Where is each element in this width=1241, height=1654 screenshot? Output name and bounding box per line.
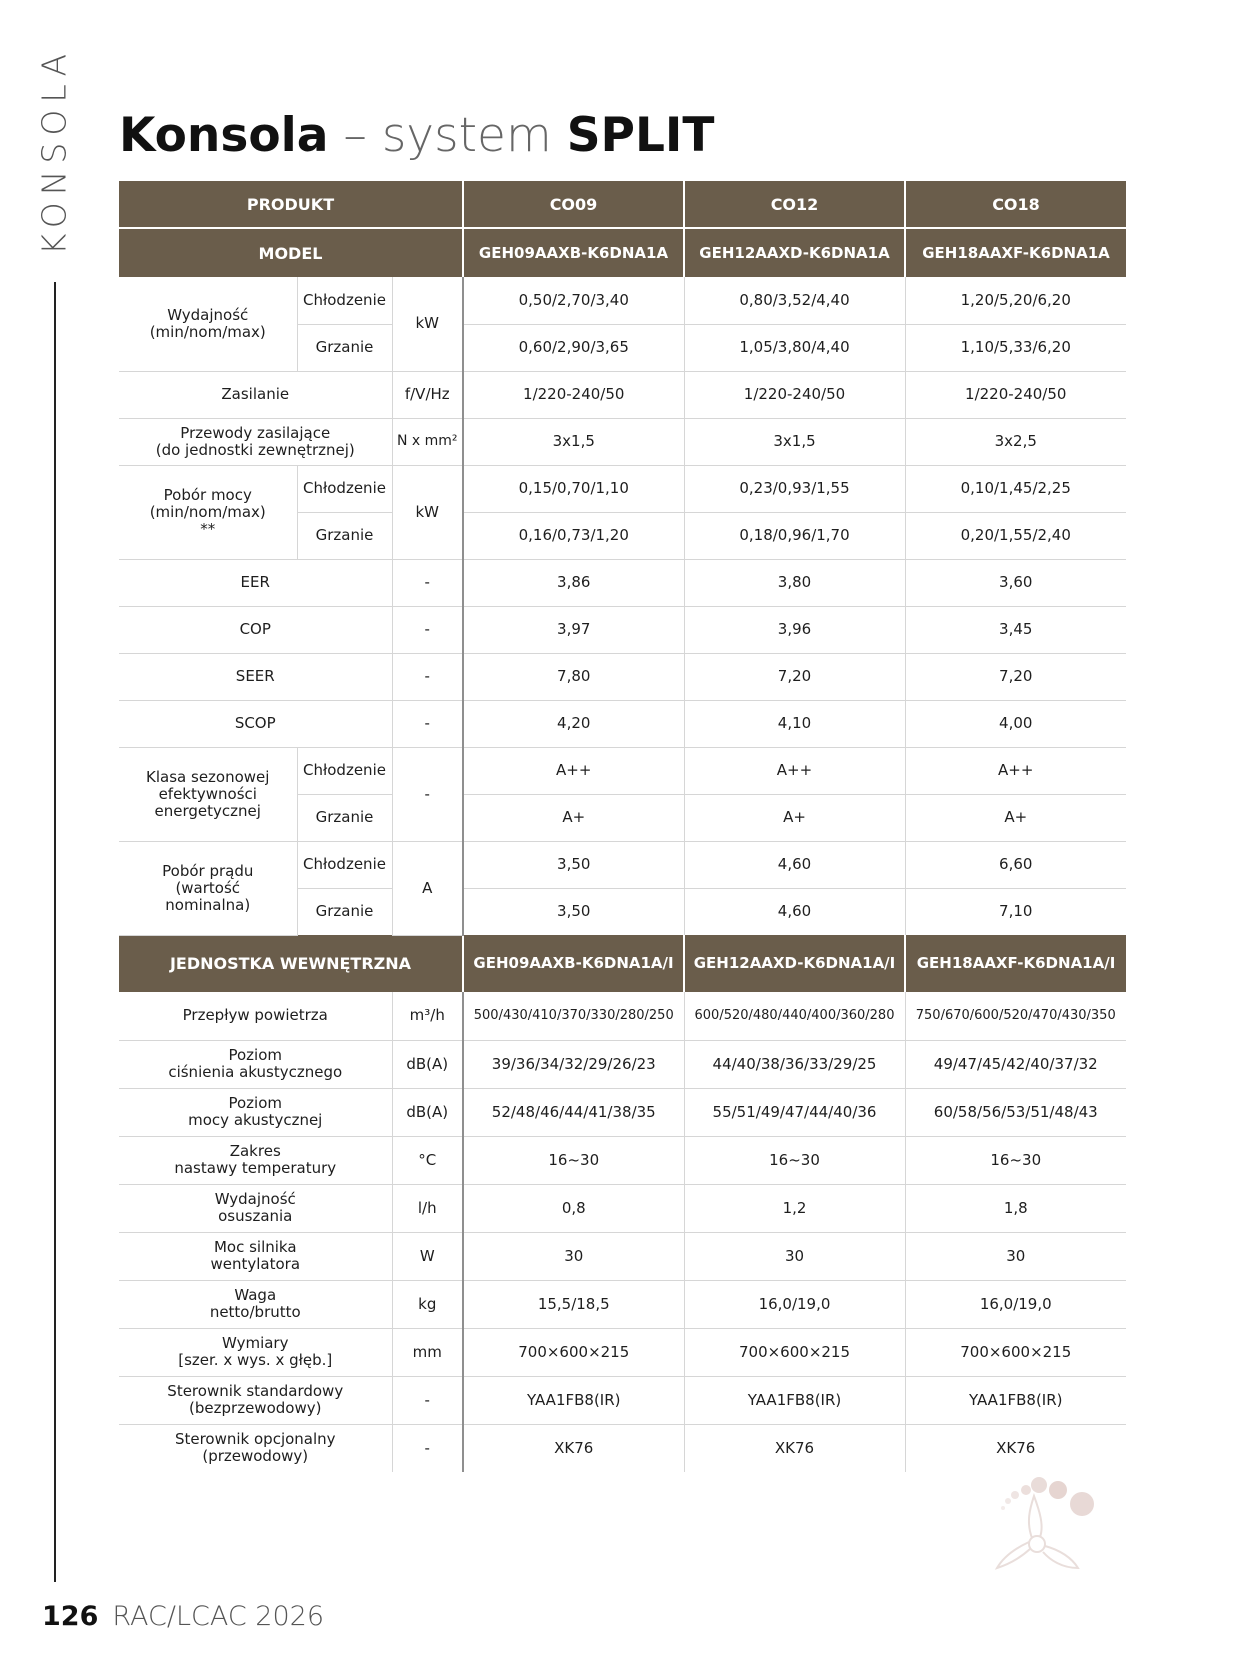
- header-row-indoor: [119, 935, 1126, 992]
- table-row: [119, 747, 1126, 794]
- sub-label-grzanie: Grzanie: [297, 512, 392, 559]
- unit-cell: m³/h: [392, 992, 463, 1040]
- table-row: [119, 1136, 1126, 1184]
- unit-cell: W: [392, 1232, 463, 1280]
- value-cell: 0,8: [463, 1184, 684, 1232]
- value-cell: 7,20: [905, 653, 1126, 700]
- unit-cell: l/h: [392, 1184, 463, 1232]
- value-cell: 7,20: [684, 653, 905, 700]
- title-split: SPLIT: [566, 108, 715, 163]
- value-cell: 0,10/1,45/2,25: [905, 465, 1126, 512]
- publication-title: RAC/LCAC 2026: [112, 1601, 325, 1632]
- page-number: 126: [42, 1601, 99, 1632]
- value-cell: 0,60/2,90/3,65: [463, 324, 684, 371]
- value-cell: 3,97: [463, 606, 684, 653]
- model-co18: GEH18AAXF-K6DNA1A: [905, 228, 1126, 277]
- table-row: [119, 1040, 1126, 1088]
- value-cell: 16,0/19,0: [905, 1280, 1126, 1328]
- sub-label-chlodzenie: Chłodzenie: [297, 465, 392, 512]
- header-row-model: [119, 228, 1126, 277]
- value-cell: 52/48/46/44/41/38/35: [463, 1088, 684, 1136]
- model-co12: GEH12AAXD-K6DNA1A: [684, 228, 905, 277]
- value-cell: 700×600×215: [684, 1328, 905, 1376]
- value-cell: 3,50: [463, 888, 684, 935]
- unit-cell: -: [392, 747, 463, 841]
- header-indoor-label: JEDNOSTKA WEWNĘTRZNA: [119, 935, 463, 992]
- sub-label-chlodzenie: Chłodzenie: [297, 747, 392, 794]
- value-cell: 1,20/5,20/6,20: [905, 277, 1126, 324]
- value-cell: 3x1,5: [684, 418, 905, 465]
- value-cell: 1/220-240/50: [684, 371, 905, 418]
- indoor-model-co18: GEH18AAXF-K6DNA1A/I: [905, 935, 1126, 992]
- table-row: [119, 841, 1126, 888]
- row-label-eer: EER: [119, 559, 392, 606]
- value-cell: 39/36/34/32/29/26/23: [463, 1040, 684, 1088]
- value-cell: 1/220-240/50: [463, 371, 684, 418]
- table-row: [119, 1088, 1126, 1136]
- unit-cell: -: [392, 559, 463, 606]
- sub-label-grzanie: Grzanie: [297, 794, 392, 841]
- unit-cell: -: [392, 1376, 463, 1424]
- value-cell: XK76: [463, 1424, 684, 1472]
- table-row: [119, 992, 1126, 1040]
- value-cell: 6,60: [905, 841, 1126, 888]
- title-konsola: Konsola: [119, 108, 329, 163]
- unit-cell: kg: [392, 1280, 463, 1328]
- value-cell: 3,86: [463, 559, 684, 606]
- table-row: [119, 1232, 1126, 1280]
- row-label: Zakres nastawy temperatury: [119, 1136, 392, 1184]
- row-label: Przepływ powietrza: [119, 992, 392, 1040]
- unit-cell: °C: [392, 1136, 463, 1184]
- header-row-produkt: [119, 181, 1126, 228]
- value-cell: 3,96: [684, 606, 905, 653]
- sub-label-grzanie: Grzanie: [297, 324, 392, 371]
- page-title: [119, 108, 714, 164]
- value-cell: 7,80: [463, 653, 684, 700]
- value-cell: 0,16/0,73/1,20: [463, 512, 684, 559]
- value-cell: A+: [463, 794, 684, 841]
- value-cell: 3x1,5: [463, 418, 684, 465]
- row-label-cop: COP: [119, 606, 392, 653]
- value-cell: 60/58/56/53/51/48/43: [905, 1088, 1126, 1136]
- value-cell: 30: [905, 1232, 1126, 1280]
- value-cell: 16~30: [905, 1136, 1126, 1184]
- table-row: [119, 1184, 1126, 1232]
- value-cell: YAA1FB8(IR): [905, 1376, 1126, 1424]
- value-cell: 4,00: [905, 700, 1126, 747]
- value-cell: 16~30: [463, 1136, 684, 1184]
- value-cell: 0,20/1,55/2,40: [905, 512, 1126, 559]
- value-cell: 7,10: [999, 902, 1033, 921]
- value-cell: 4,20: [463, 700, 684, 747]
- table-row: [119, 559, 1126, 606]
- value-cell: 0,23/0,93/1,55: [684, 465, 905, 512]
- value-cell: A++: [463, 747, 684, 794]
- table-row: [119, 1328, 1126, 1376]
- unit-cell: N x mm²: [392, 418, 463, 465]
- table-row: [119, 653, 1126, 700]
- value-cell: 4,60: [684, 841, 905, 888]
- unit-cell: -: [392, 1424, 463, 1472]
- value-cell: 15,5/18,5: [463, 1280, 684, 1328]
- value-cell: A+: [905, 794, 1126, 841]
- unit-cell: f/V/Hz: [392, 371, 463, 418]
- value-cell: 3,60: [905, 559, 1126, 606]
- row-label: Sterownik standardowy (bezprzewodowy): [119, 1376, 392, 1424]
- indoor-model-co09: GEH09AAXB-K6DNA1A/I: [463, 935, 684, 992]
- value-cell: XK76: [684, 1424, 905, 1472]
- row-label: Sterownik opcjonalny (przewodowy): [119, 1424, 392, 1472]
- table-row: [119, 371, 1126, 418]
- unit-cell: kW: [392, 277, 463, 371]
- value-cell: 500/430/410/370/330/280/250: [463, 992, 684, 1040]
- unit-cell: -: [392, 606, 463, 653]
- value-cell: 3,80: [684, 559, 905, 606]
- value-cell: 1,8: [905, 1184, 1126, 1232]
- unit-cell: dB(A): [392, 1088, 463, 1136]
- value-cell: A++: [905, 747, 1126, 794]
- product-co09: CO09: [463, 181, 684, 228]
- unit-cell: A: [392, 841, 463, 935]
- value-cell: 0,50/2,70/3,40: [463, 277, 684, 324]
- value-cell: 600/520/480/440/400/360/280: [684, 992, 905, 1040]
- value-cell: 49/47/45/42/40/37/32: [905, 1040, 1126, 1088]
- title-system: – system: [328, 108, 567, 163]
- unit-cell: dB(A): [392, 1040, 463, 1088]
- value-cell: XK76: [996, 1438, 1036, 1457]
- row-label: Poziom ciśnienia akustycznego: [119, 1040, 392, 1088]
- row-label-klasa: Klasa sezonowej efektywności energetycznej: [119, 747, 297, 841]
- value-cell: 1,2: [684, 1184, 905, 1232]
- spec-table: [119, 181, 1126, 1472]
- model-co09: GEH09AAXB-K6DNA1A: [463, 228, 684, 277]
- header-produkt-label: PRODUKT: [119, 181, 463, 228]
- table-row: [119, 1280, 1126, 1328]
- row-label: Wydajność osuszania: [119, 1184, 392, 1232]
- value-cell: 0,80/3,52/4,40: [684, 277, 905, 324]
- row-label-pobor-mocy: Pobór mocy (min/nom/max) **: [119, 465, 297, 559]
- wind-turbine-icon: [970, 1460, 1100, 1580]
- table-row: [119, 606, 1126, 653]
- value-cell: 30: [684, 1232, 905, 1280]
- row-label: Moc silnika wentylatora: [119, 1232, 392, 1280]
- value-cell: 4,10: [684, 700, 905, 747]
- value-cell: 16~30: [684, 1136, 905, 1184]
- unit-cell: -: [392, 653, 463, 700]
- value-cell: 1/220-240/50: [905, 371, 1126, 418]
- value-cell: YAA1FB8(IR): [684, 1376, 905, 1424]
- sub-label-chlodzenie: Chłodzenie: [297, 841, 392, 888]
- table-row: [119, 465, 1126, 512]
- table-row: [119, 700, 1126, 747]
- value-cell: 700×600×215: [905, 1328, 1126, 1376]
- product-co12: CO12: [684, 181, 905, 228]
- table-row: [119, 277, 1126, 324]
- header-model-label: MODEL: [119, 228, 463, 277]
- table-row: [119, 418, 1126, 465]
- value-cell: 30: [463, 1232, 684, 1280]
- indoor-model-co12: GEH12AAXD-K6DNA1A/I: [684, 935, 905, 992]
- sub-label-grzanie: Grzanie: [297, 888, 392, 935]
- value-cell: 750/670/600/520/470/430/350: [905, 992, 1126, 1040]
- value-cell: 55/51/49/47/44/40/36: [684, 1088, 905, 1136]
- value-cell: 4,60: [684, 888, 905, 935]
- value-cell: 0,15/0,70/1,10: [463, 465, 684, 512]
- row-label-przewody: Przewody zasilające (do jednostki zewnętrznej): [119, 418, 392, 465]
- row-label: Waga netto/brutto: [119, 1280, 392, 1328]
- row-label: Poziom mocy akustycznej: [119, 1088, 392, 1136]
- row-label-wydajnosc: Wydajność (min/nom/max): [119, 277, 297, 371]
- value-cell: 3,45: [905, 606, 1126, 653]
- value-cell: 1,10/5,33/6,20: [905, 324, 1126, 371]
- unit-cell: mm: [392, 1328, 463, 1376]
- value-cell: A++: [684, 747, 905, 794]
- unit-cell: kW: [392, 465, 463, 559]
- product-co18: CO18: [905, 181, 1126, 228]
- row-label-scop: SCOP: [119, 700, 392, 747]
- value-cell: 3x2,5: [905, 418, 1126, 465]
- value-cell: YAA1FB8(IR): [463, 1376, 684, 1424]
- value-cell: 1,05/3,80/4,40: [684, 324, 905, 371]
- side-section-label: KONSOLA: [34, 46, 74, 256]
- value-cell: 0,18/0,96/1,70: [684, 512, 905, 559]
- unit-cell: -: [392, 700, 463, 747]
- row-label-zasilanie: Zasilanie: [119, 371, 392, 418]
- value-cell: A+: [684, 794, 905, 841]
- value-cell: 3,50: [463, 841, 684, 888]
- row-label-pobor-pradu: Pobór prądu (wartość nominalna): [119, 841, 297, 935]
- value-cell: 700×600×215: [463, 1328, 684, 1376]
- table-row: [119, 1376, 1126, 1424]
- row-label: Wymiary [szer. x wys. x głęb.]: [119, 1328, 392, 1376]
- value-cell: 16,0/19,0: [684, 1280, 905, 1328]
- value-cell: 44/40/38/36/33/29/25: [684, 1040, 905, 1088]
- sub-label-chlodzenie: Chłodzenie: [297, 277, 392, 324]
- side-rule: [54, 282, 56, 1582]
- footer: [42, 1601, 324, 1633]
- row-label-seer: SEER: [119, 653, 392, 700]
